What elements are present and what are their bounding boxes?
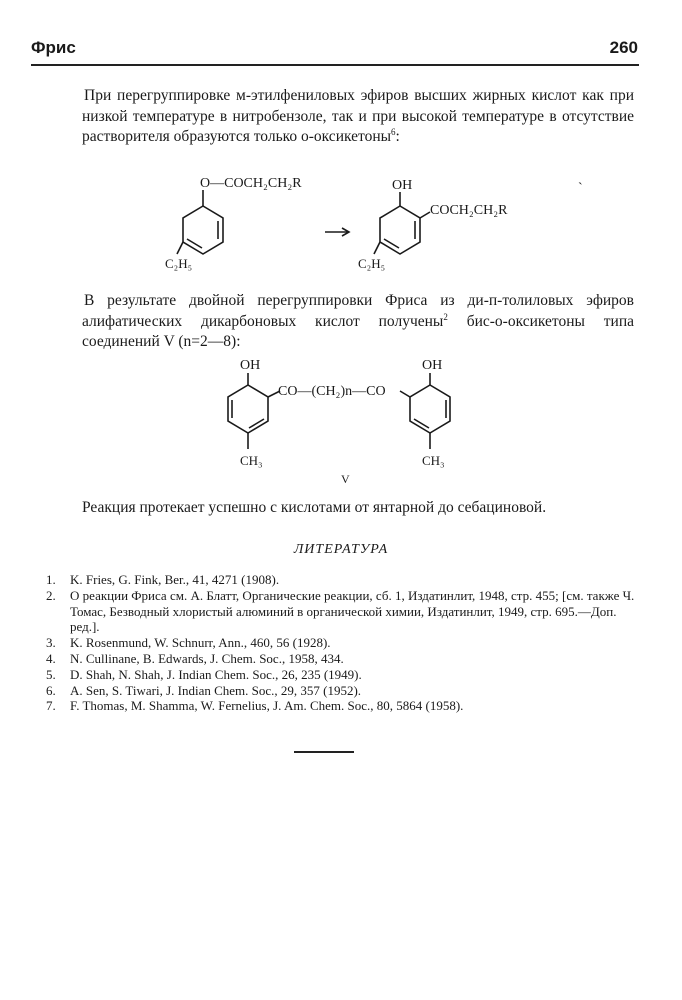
reference-item (46, 667, 640, 683)
compound-number: V (341, 472, 350, 486)
paragraph-2-text: В результате двойной перегруппировки Фриса из ди-п-толиловых эфиров алифатических дикарбоновых кислот получены (82, 292, 634, 330)
footnote-ref-2: 2 (443, 311, 448, 322)
reference-number: 1. (46, 572, 56, 587)
left-methyl-label: CH₃ (240, 453, 263, 468)
end-rule (294, 751, 354, 753)
paragraph-1: При перегруппировке м-этилфениловых эфиров высших жирных кислот как при низкой температуре в нитробензоле, так и при высокой температуре в отсутствие растворителя образуются только о-оксикетоны$^6$: (82, 87, 634, 145)
reference-text: D. Shah, N. Shah, J. Indian Chem. Soc., 26, 235 (1949). (70, 666, 362, 682)
reference-number: 4. (46, 650, 56, 666)
reference-item (46, 651, 640, 667)
page-number: 260 (609, 38, 638, 57)
product-ketone-label: COCH₂CH₂R (430, 203, 508, 218)
paragraph-2 (82, 291, 634, 353)
right-benzene-ring (410, 385, 450, 433)
reference-list (46, 572, 640, 714)
literature-heading: ЛИТЕРАТУРА (293, 542, 389, 557)
reactant-ethyl-label: C₂H₅ (165, 256, 193, 271)
reference-item (46, 635, 640, 651)
product-oh-label: OH (392, 178, 413, 193)
reference-text: О реакции Фриса см. А. Блатт, Органические реакции, сб. 1, Издатинлит, 1948, стр. 455; [см. также Ч. Томас, Безводный хлористый алюминий в органической химии, Издатинлит, 1949, стр. 695.—Доп. ред.]. (70, 587, 635, 635)
paragraph-1-text: При перегруппировке м-этилфениловых эфиров высших жирных кислот как при низкой температуре в нитробензоле, так и при высокой температуре в отсутствие растворителя образуются только о-оксикетоны (82, 87, 634, 145)
reference-item (46, 683, 640, 699)
reference-item (46, 698, 640, 714)
reference-text: A. Sen, S. Tiwari, J. Indian Chem. Soc., 29, 357 (1952). (70, 682, 362, 698)
reference-number: 5. (46, 666, 56, 682)
reference-number: 2. (46, 587, 56, 603)
right-oh-label: OH (422, 358, 443, 373)
bridge-label: CO—(CH₂)n—CO (278, 384, 386, 399)
running-head: Фрис (31, 38, 76, 57)
reaction-scheme-1 (150, 168, 550, 283)
footnote-ref-6: 6 (391, 126, 396, 137)
compound-v-structure (210, 355, 480, 490)
reference-number: 3. (46, 635, 56, 651)
paragraph-3: Реакция протекает успешно с кислотами от янтарной до себациновой. (82, 499, 547, 516)
reference-number: 6. (46, 682, 56, 698)
left-benzene-ring (228, 385, 268, 433)
reference-text: K. Rosenmund, W. Schnurr, Ann., 460, 56 (1928). (70, 635, 331, 651)
reactant-ester-label: O—COCH₂CH₂R (200, 176, 302, 191)
right-methyl-label: CH₃ (422, 453, 445, 468)
product-benzene-ring (380, 206, 420, 254)
product-ethyl-label: C₂H₅ (358, 256, 386, 271)
paragraph-2-continuation: бис-о-оксикетоны типа соединений V (n=2—8): (82, 312, 635, 350)
header-rule (31, 64, 639, 66)
reference-text: N. Cullinane, B. Edwards, J. Chem. Soc., 1958, 434. (70, 650, 344, 666)
left-oh-label: OH (240, 358, 261, 373)
reference-number: 7. (46, 698, 56, 714)
margin-mark: ˋ (578, 181, 583, 196)
reference-item (46, 572, 640, 588)
reference-text: F. Thomas, M. Shamma, W. Fernelius, J. Am. Chem. Soc., 80, 5864 (1958). (70, 698, 464, 714)
reference-text: K. Fries, G. Fink, Ber., 41, 4271 (1908). (70, 572, 280, 587)
reactant-benzene-ring (183, 206, 223, 254)
reference-item (46, 588, 640, 635)
